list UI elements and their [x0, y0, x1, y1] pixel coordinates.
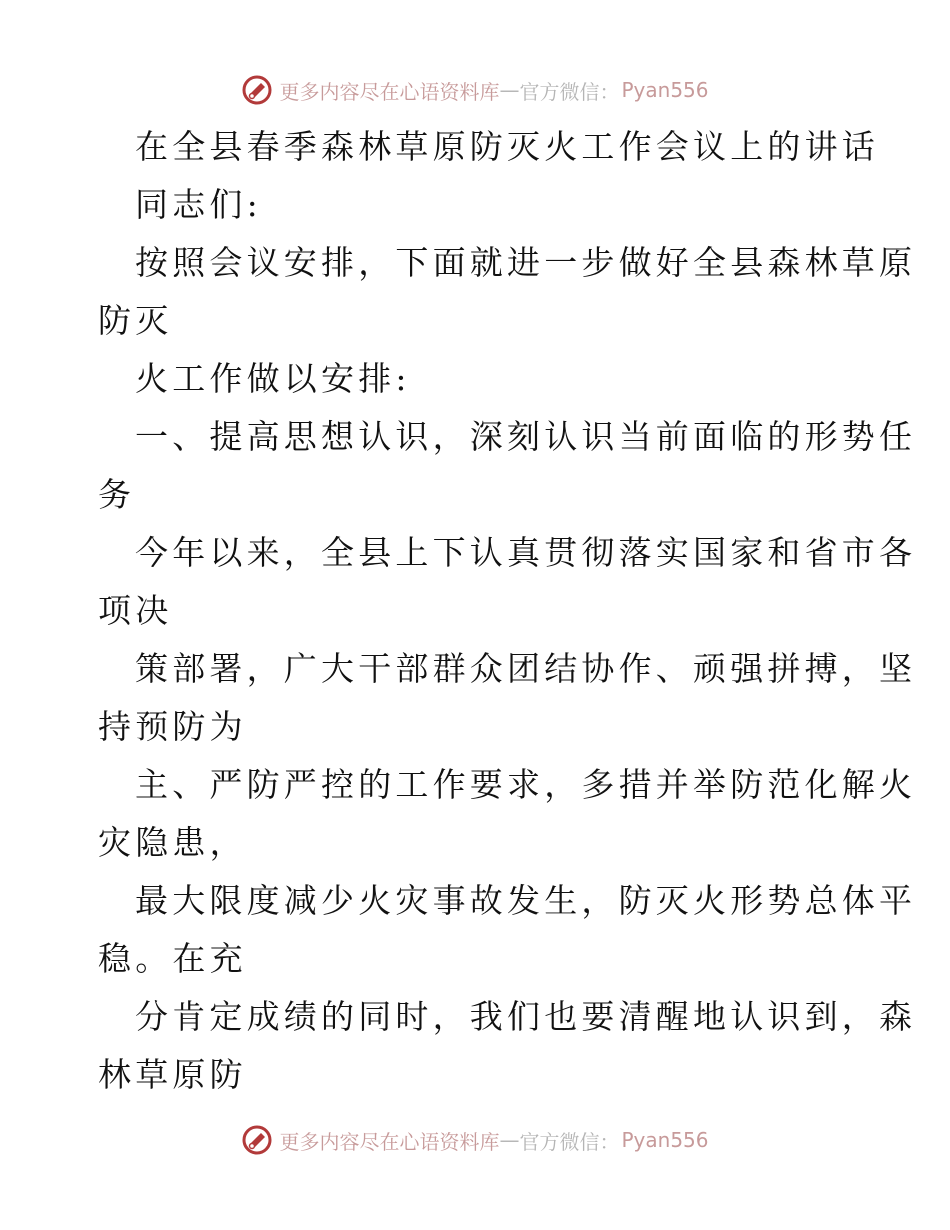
footer-official-label: 官方微信： — [519, 1129, 620, 1154]
document-line: 同志们: — [135, 185, 262, 224]
footer-wechat-id: Pyan556 — [621, 1128, 709, 1152]
footer-banner — [0, 1120, 950, 1160]
footer-separator: — — [499, 1128, 520, 1152]
document-line: 灾隐患， — [98, 823, 247, 862]
header-separator: — — [499, 78, 520, 102]
document-line: 按照会议安排，下面就进一步做好全县森林草原 — [135, 243, 917, 282]
document-line: 主、严防严控的工作要求，多措并举防范化解火 — [135, 765, 917, 804]
document-line: 稳。在充 — [98, 939, 247, 978]
document-line: 一、提高思想认识，深刻认识当前面临的形势任 — [135, 417, 917, 456]
header-wechat-id: Pyan556 — [621, 78, 709, 102]
document-line: 今年以来，全县上下认真贯彻落实国家和省市各 — [135, 533, 917, 572]
document-line: 在全县春季森林草原防灭火工作会议上的讲话 — [135, 127, 879, 166]
header-promo-text: 更多内容尽在心语资料库 — [279, 79, 500, 104]
document-body — [98, 118, 917, 1104]
document-line: 策部署，广大干部群众团结协作、顽强拼搏，坚 — [135, 649, 917, 688]
header-banner — [0, 70, 950, 110]
document-line: 分肯定成绩的同时，我们也要清醒地认识到，森 — [135, 997, 917, 1036]
document-line: 持预防为 — [98, 707, 247, 746]
document-line: 林草原防 — [98, 1055, 247, 1094]
document-line: 务 — [98, 475, 136, 514]
document-line: 最大限度减少火灾事故发生，防灭火形势总体平 — [135, 881, 917, 920]
document-line: 防灭 — [98, 301, 173, 340]
document-line: 项决 — [98, 591, 173, 630]
document-line: 火工作做以安排: — [135, 359, 411, 398]
footer-promo-text: 更多内容尽在心语资料库 — [279, 1129, 500, 1154]
header-official-label: 官方微信： — [519, 79, 620, 104]
stamp-logo-icon — [241, 1124, 273, 1156]
stamp-logo-icon — [241, 74, 273, 106]
